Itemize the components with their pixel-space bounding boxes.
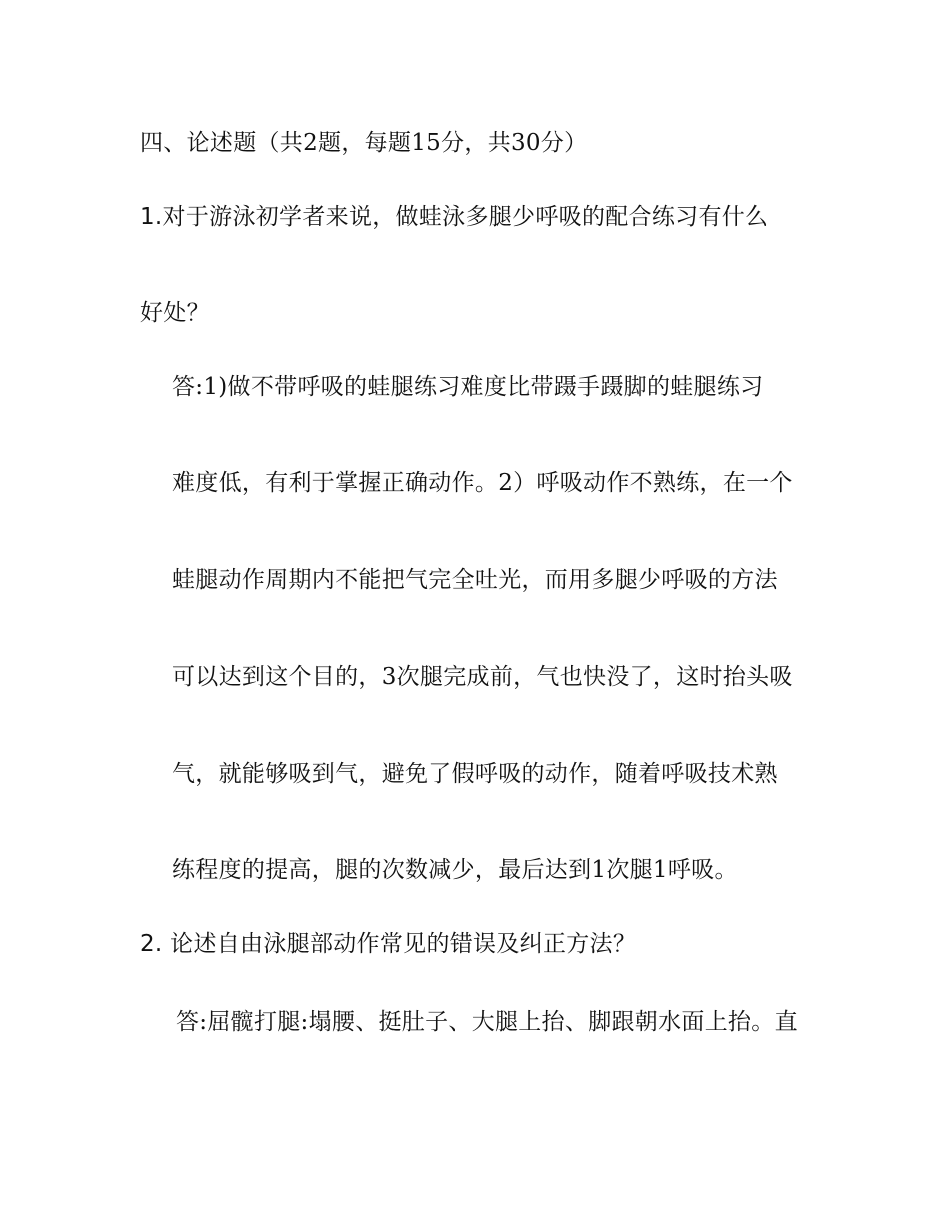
question-1-line-1 (140, 202, 768, 232)
question-1-text: 对于游泳初学者来说，做蛙泳多腿少呼吸的配合练习有什么 (162, 204, 769, 230)
answer-2-line-1: 答:屈髋打腿:塌腰、挺肚子、大腿上抬、脚跟朝水面上抬。直 (176, 1009, 798, 1035)
section-heading: 四、论述题（共2题，每题15分，共30分） (140, 130, 588, 156)
answer-1-line-4: 可以达到这个目的，3次腿完成前，气也快没了，这时抬头吸 (172, 664, 793, 690)
question-2-line-1 (140, 929, 636, 959)
answer-1-line-1: 答:1)做不带呼吸的蛙腿练习难度比带蹑手蹑脚的蛙腿练习 (172, 374, 764, 400)
question-1-line-2: 好处？ (140, 300, 210, 326)
question-2-text: 论述自由泳腿部动作常见的错误及纠正方法？ (162, 931, 637, 957)
answer-1-line-6: 练程度的提高，腿的次数减少，最后达到1次腿1呼吸。 (172, 857, 738, 883)
answer-1-line-5: 气，就能够吸到气，避免了假呼吸的动作，随着呼吸技术熟 (172, 761, 778, 787)
question-2-number: 2. (140, 931, 163, 957)
question-1-number: 1. (140, 204, 163, 230)
answer-1-line-2: 难度低，有利于掌握正确动作。2）呼吸动作不熟练，在一个 (172, 470, 793, 496)
answer-1-line-3: 蛙腿动作周期内不能把气完全吐光，而用多腿少呼吸的方法 (172, 567, 778, 593)
